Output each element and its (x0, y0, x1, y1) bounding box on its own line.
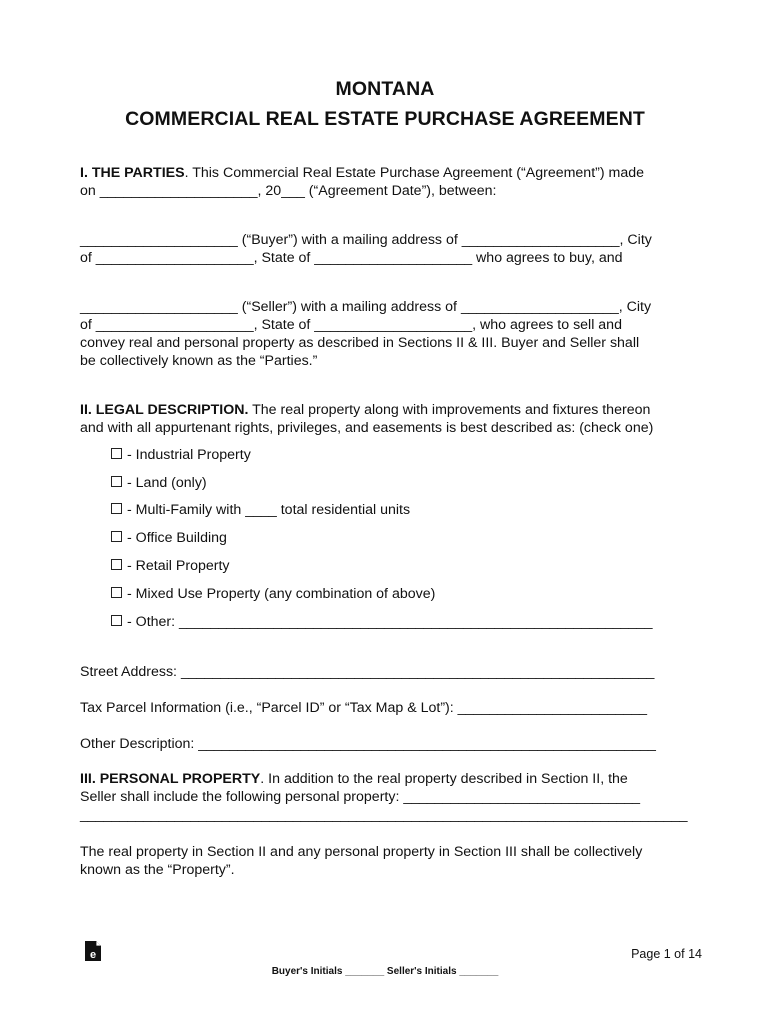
other-description-line: Other Description: __________________________________________________________ (80, 736, 656, 752)
option-multifamily: - Multi-Family with ____ total residential units (111, 501, 410, 519)
option-other: - Other: ____________________________________________________________ (111, 613, 652, 631)
section3-line2: Seller shall include the following personal property: ______________________________ (80, 789, 641, 805)
section1-heading: I. THE PARTIES (80, 165, 185, 181)
tax-parcel-line: Tax Parcel Information (i.e., “Parcel ID” or “Tax Map & Lot”): ________________________ (80, 700, 648, 716)
buyer-line2: of ____________________, State of ____________________ who agrees to buy, and (80, 250, 623, 266)
seller-line4: be collectively known as the “Parties.” (80, 353, 318, 369)
seller-line2: of ____________________, State of ____________________, who agrees to sell and (80, 317, 622, 333)
section3-line4: The real property in Section II and any personal property in Section III shall be collectively (80, 844, 643, 860)
option-industrial: - Industrial Property (111, 446, 251, 464)
checkbox-land[interactable] (111, 476, 122, 487)
seller-line1: ____________________ (“Seller”) with a mailing address of ____________________, City (80, 299, 652, 315)
buyer-line1: ____________________ (“Buyer”) with a mailing address of ____________________, City (80, 232, 652, 248)
section1-line1: I. THE PARTIES. This Commercial Real Estate Purchase Agreement (“Agreement”) made (80, 165, 645, 181)
checkbox-mixed-use[interactable] (111, 587, 122, 598)
checkbox-office[interactable] (111, 531, 122, 542)
option-retail: - Retail Property (111, 557, 230, 575)
section3-heading: III. PERSONAL PROPERTY (80, 771, 261, 787)
option-mixed-use: - Mixed Use Property (any combination of above) (111, 585, 435, 603)
street-address-line: Street Address: ____________________________________________________________ (80, 664, 655, 680)
section2-heading: II. LEGAL DESCRIPTION. (80, 402, 249, 418)
option-land: - Land (only) (111, 474, 207, 492)
section2-line2: and with all appurtenant rights, privileges, and easements is best described as: (check one) (80, 420, 654, 436)
section2-line1: II. LEGAL DESCRIPTION. The real property along with improvements and fixtures thereon (80, 402, 651, 418)
initials-line: Buyer's Initials _______ Seller's Initials _______ (271, 966, 499, 977)
document-title: COMMERCIAL REAL ESTATE PURCHASE AGREEMENT (125, 108, 645, 130)
page-number: Page 1 of 14 (631, 947, 702, 961)
seller-line3: convey real and personal property as described in Sections II & III. Buyer and Seller shall (80, 335, 640, 351)
document-state: MONTANA (335, 78, 435, 100)
checkbox-other[interactable] (111, 615, 122, 626)
section3-line5: known as the “Property”. (80, 862, 235, 878)
checkbox-multifamily[interactable] (111, 503, 122, 514)
option-office: - Office Building (111, 529, 227, 547)
section3-line1: III. PERSONAL PROPERTY. In addition to the real property described in Section II, the (80, 771, 628, 787)
section1-line2: on ____________________, 20___ (“Agreement Date”), between: (80, 183, 497, 199)
checkbox-retail[interactable] (111, 559, 122, 570)
section3-line3: _____________________________________________________________________________ (80, 807, 688, 823)
checkbox-industrial[interactable] (111, 448, 122, 459)
svg-text:e: e (89, 949, 97, 961)
document-logo-icon (84, 940, 102, 962)
